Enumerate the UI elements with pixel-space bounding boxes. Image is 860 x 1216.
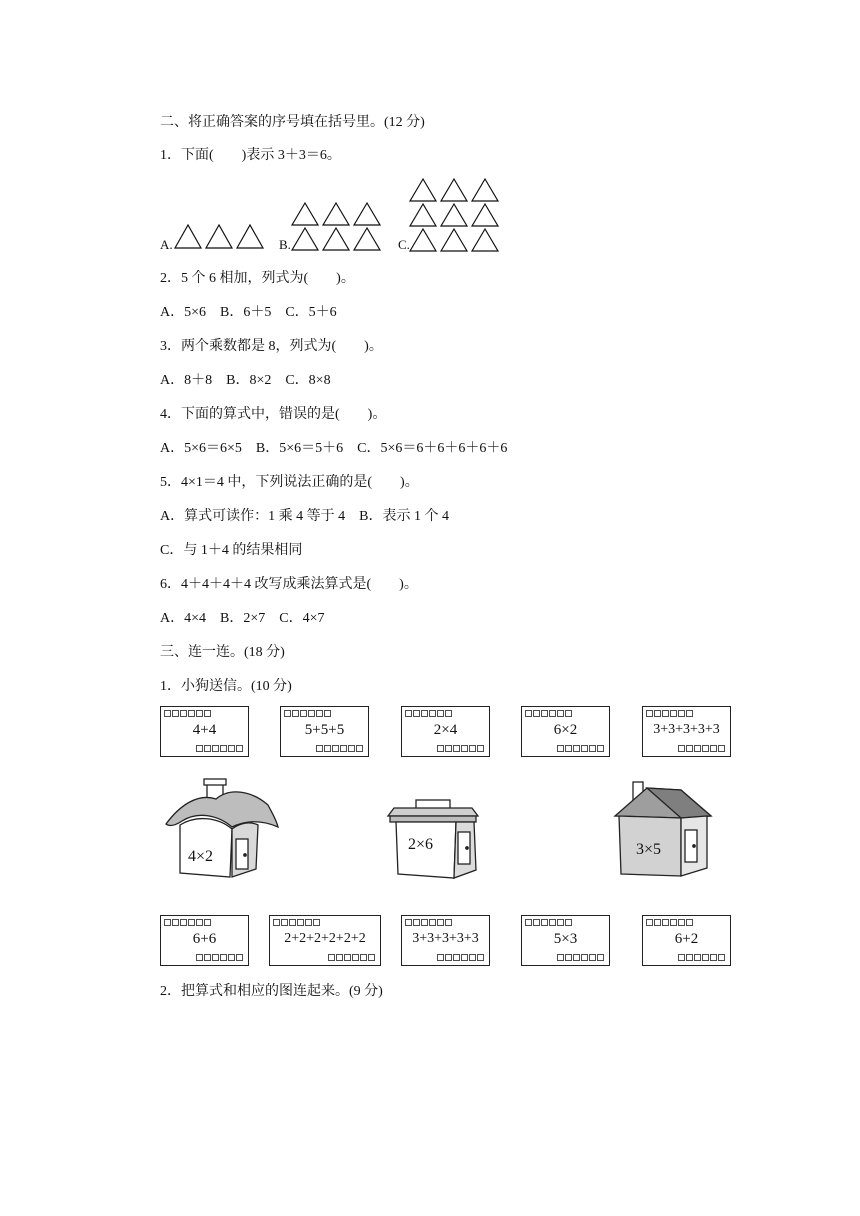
postcode-boxes-icon	[557, 745, 605, 753]
section-3-q1-text: 1．小狗送信。(10 分)	[160, 679, 292, 694]
triangle-shape	[410, 204, 436, 226]
postcode-boxes-icon	[273, 919, 321, 927]
triangle-shape	[410, 229, 436, 251]
envelope-expression: 6+6	[192, 931, 217, 947]
envelope-expression: 3+3+3+3+3	[412, 931, 479, 946]
question-3-options: A．8＋8 B．8×2 C．8×8	[160, 373, 331, 388]
triangle-shape	[237, 225, 263, 248]
house-2-label: 2×6	[408, 836, 434, 853]
triangle-shape	[323, 203, 349, 225]
triangle-shape	[354, 228, 380, 250]
postcode-boxes-icon	[646, 919, 694, 927]
triangle-shape	[292, 228, 318, 250]
triangle-shape	[206, 225, 232, 248]
choice-b-triangles	[290, 202, 384, 252]
postcode-boxes-icon	[678, 954, 726, 962]
choice-b-label: B.	[279, 237, 291, 252]
envelope-expression: 4+4	[192, 722, 217, 738]
choice-a-label: A.	[160, 237, 173, 252]
section-3-title: 三、连一连。(18 分)	[160, 645, 285, 660]
postcode-boxes-icon	[405, 710, 453, 718]
envelope-expression: 2×4	[433, 722, 458, 738]
question-2-options: A．5×6 B．6＋5 C．5＋6	[160, 305, 337, 320]
postcode-boxes-icon	[437, 745, 485, 753]
question-6-text: 6．4＋4＋4＋4 改写成乘法算式是( )。	[160, 577, 418, 592]
postcode-boxes-icon	[284, 710, 332, 718]
triangle-shape	[472, 204, 498, 226]
triangle-shape	[354, 203, 380, 225]
triangle-shape	[472, 229, 498, 251]
question-5-options: A．算式可读作：1 乘 4 等于 4 B．表示 1 个 4	[160, 509, 449, 524]
envelope-card[interactable]	[642, 706, 731, 757]
postcode-boxes-icon	[316, 745, 364, 753]
envelope-expression: 5+5+5	[304, 722, 345, 738]
envelope-expression: 5×3	[553, 931, 578, 947]
postcode-boxes-icon	[437, 954, 485, 962]
section-2-title: 二、将正确答案的序号填在括号里。(12 分)	[160, 115, 425, 130]
house-3-illustration[interactable]	[611, 776, 715, 880]
envelope-expression: 3+3+3+3+3	[653, 722, 720, 737]
question-4-options: A．5×6＝6×5 B．5×6＝5＋6 C．5×6＝6＋6＋6＋6＋6	[160, 441, 508, 456]
house-1-label: 4×2	[188, 848, 214, 865]
envelope-card[interactable]	[521, 915, 610, 966]
envelope-expression: 2+2+2+2+2+2	[284, 931, 366, 946]
section-3-q2-text: 2．把算式和相应的图连起来。(9 分)	[160, 984, 383, 999]
envelope-card[interactable]	[401, 915, 490, 966]
house-1-illustration[interactable]	[160, 777, 282, 883]
postcode-boxes-icon	[525, 710, 573, 718]
postcode-boxes-icon	[196, 745, 244, 753]
postcode-boxes-icon	[164, 710, 212, 718]
question-5-text: 5．4×1＝4 中，下列说法正确的是( )。	[160, 475, 419, 490]
question-3-text: 3．两个乘数都是 8，列式为( )。	[160, 339, 383, 354]
postcode-boxes-icon	[405, 919, 453, 927]
choice-c-label: C.	[398, 237, 410, 252]
envelope-card[interactable]	[160, 915, 249, 966]
choice-a-triangles	[173, 222, 265, 250]
envelope-card[interactable]	[280, 706, 369, 757]
envelope-expression: 6+2	[674, 931, 699, 947]
triangle-shape	[472, 179, 498, 201]
envelope-expression: 6×2	[553, 722, 578, 738]
triangle-shape	[292, 203, 318, 225]
postcode-boxes-icon	[328, 954, 376, 962]
triangle-shape	[441, 204, 467, 226]
question-2-text: 2．5 个 6 相加，列式为( )。	[160, 271, 355, 286]
question-5-options-c: C．与 1＋4 的结果相同	[160, 543, 303, 558]
postcode-boxes-icon	[196, 954, 244, 962]
postcode-boxes-icon	[525, 919, 573, 927]
choice-c-triangles	[408, 178, 502, 252]
postcode-boxes-icon	[557, 954, 605, 962]
envelope-card[interactable]	[401, 706, 490, 757]
triangle-shape	[323, 228, 349, 250]
envelope-card[interactable]	[521, 706, 610, 757]
triangle-shape	[175, 225, 201, 248]
triangle-shape	[410, 179, 436, 201]
question-6-options: A．4×4 B．2×7 C．4×7	[160, 611, 325, 626]
envelope-card[interactable]	[160, 706, 249, 757]
triangle-shape	[441, 179, 467, 201]
question-4-text: 4．下面的算式中，错误的是( )。	[160, 407, 387, 422]
triangle-shape	[441, 229, 467, 251]
postcode-boxes-icon	[164, 919, 212, 927]
house-3-label: 3×5	[636, 841, 662, 858]
postcode-boxes-icon	[678, 745, 726, 753]
postcode-boxes-icon	[646, 710, 694, 718]
envelope-card[interactable]	[642, 915, 731, 966]
question-1-text: 1．下面( )表示 3＋3＝6。	[160, 148, 341, 163]
envelope-card[interactable]	[269, 915, 381, 966]
